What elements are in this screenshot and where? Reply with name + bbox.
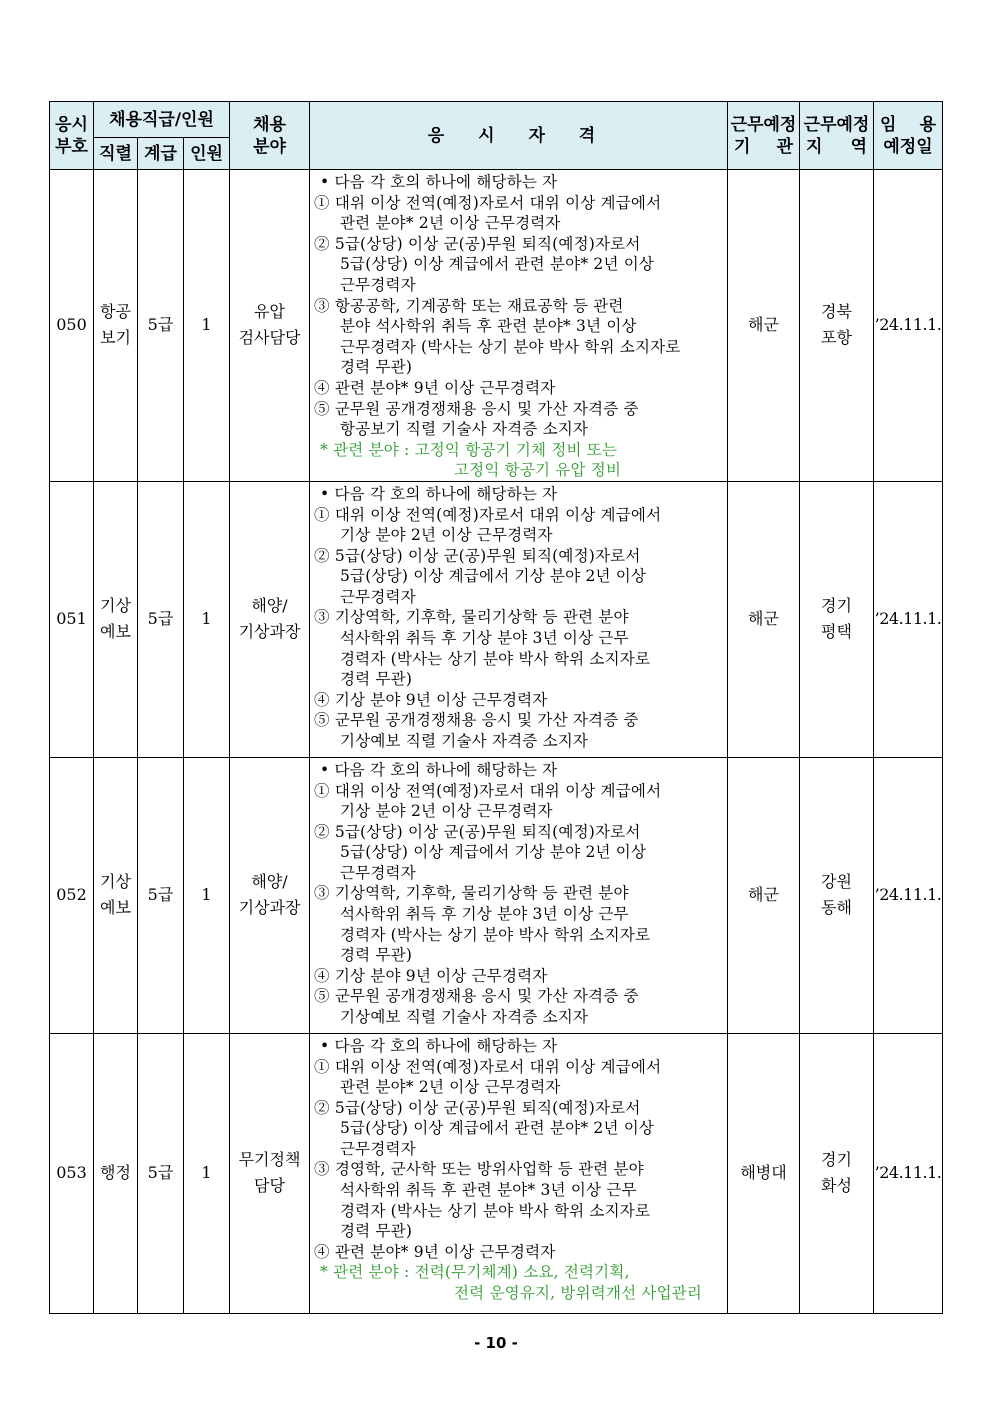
cell-agency: 해병대 bbox=[728, 1033, 800, 1313]
cell-qualification bbox=[310, 1033, 728, 1313]
cell-count: 1 bbox=[184, 170, 230, 482]
cell-agency: 해군 bbox=[728, 481, 800, 757]
qualification-line: ③ 기상역학, 기후학, 물리기상학 등 관련 분야 bbox=[314, 884, 629, 903]
qualification-line: 관련 분야* 2년 이상 근무경력자 bbox=[340, 1078, 561, 1097]
qualification-line: ① 대위 이상 전역(예정)자로서 대위 이상 계급에서 bbox=[314, 1057, 662, 1076]
qualification-line: ③ 경영학, 군사학 또는 방위사업학 등 관련 분야 bbox=[314, 1160, 644, 1179]
cell-job: 기상 예보 bbox=[94, 757, 138, 1033]
header-count: 인원 bbox=[184, 138, 230, 170]
header-grade: 계급 bbox=[138, 138, 184, 170]
table-body bbox=[50, 170, 943, 1314]
header-region: 근무예정 지 역 bbox=[800, 102, 874, 170]
table-row bbox=[50, 481, 943, 757]
cell-agency: 해군 bbox=[728, 170, 800, 482]
qualification-line: 기상 분야 2년 이상 근무경력자 bbox=[340, 802, 553, 821]
table-row bbox=[50, 170, 943, 482]
cell-date: ’24.11.1. bbox=[874, 1033, 943, 1313]
cell-date: ’24.11.1. bbox=[874, 757, 943, 1033]
qualification-line: 고정익 항공기 유압 정비 bbox=[454, 461, 622, 480]
header-qualification: 응 시 자 격 bbox=[310, 102, 728, 170]
qualification-line: 관련 분야* 2년 이상 근무경력자 bbox=[340, 214, 561, 233]
qualification-line: ④ 관련 분야* 9년 이상 근무경력자 bbox=[314, 1242, 556, 1261]
qualification-line: ① 대위 이상 전역(예정)자로서 대위 이상 계급에서 bbox=[314, 781, 662, 800]
cell-no: 052 bbox=[50, 757, 94, 1033]
cell-field: 해양/ 기상과장 bbox=[230, 757, 310, 1033]
cell-region: 경기 평택 bbox=[800, 481, 874, 757]
cell-region: 강원 동해 bbox=[800, 757, 874, 1033]
qualification-line: 기상예보 직렬 기술사 자격증 소지자 bbox=[340, 1008, 589, 1027]
qualification-line: * 관련 분야 : 전력(무기체계) 소요, 전력기획, bbox=[320, 1263, 630, 1282]
cell-field: 무기정책 담당 bbox=[230, 1033, 310, 1313]
header-job: 직렬 bbox=[94, 138, 138, 170]
cell-count: 1 bbox=[184, 757, 230, 1033]
cell-grade: 5급 bbox=[138, 170, 184, 482]
cell-no: 053 bbox=[50, 1033, 94, 1313]
cell-field: 해양/ 기상과장 bbox=[230, 481, 310, 757]
qualification-line: 경력 무관) bbox=[340, 946, 413, 965]
cell-grade: 5급 bbox=[138, 481, 184, 757]
qualification-line: ⑤ 군무원 공개경쟁채용 응시 및 가산 자격증 중 bbox=[314, 987, 639, 1006]
qualification-line: 근무경력자 (박사는 상기 분야 박사 학위 소지자로 bbox=[340, 337, 681, 356]
table-row bbox=[50, 757, 943, 1033]
qualification-line: 기상예보 직렬 기술사 자격증 소지자 bbox=[340, 732, 589, 751]
qualification-line: ④ 기상 분야 9년 이상 근무경력자 bbox=[314, 690, 548, 709]
qualification-line: • 다음 각 호의 하나에 해당하는 자 bbox=[320, 484, 558, 503]
cell-job: 행정 bbox=[94, 1033, 138, 1313]
qualification-line: 근무경력자 bbox=[340, 587, 416, 606]
qualification-line: 전력 운영유지, 방위력개선 사업관리 bbox=[454, 1284, 703, 1303]
qualification-line: 5급(상당) 이상 계급에서 기상 분야 2년 이상 bbox=[340, 843, 647, 862]
qualification-line: 석사학위 취득 후 관련 분야* 3년 이상 근무 bbox=[340, 1181, 637, 1200]
qualification-line: 근무경력자 bbox=[340, 863, 416, 882]
qualification-line: • 다음 각 호의 하나에 해당하는 자 bbox=[320, 1036, 558, 1055]
cell-count: 1 bbox=[184, 1033, 230, 1313]
cell-qualification bbox=[310, 481, 728, 757]
cell-agency: 해군 bbox=[728, 757, 800, 1033]
qualification-line: 경력자 (박사는 상기 분야 박사 학위 소지자로 bbox=[340, 1201, 651, 1220]
qualification-line: * 관련 분야 : 고정익 항공기 기체 정비 또는 bbox=[320, 440, 618, 459]
qualification-line: ② 5급(상당) 이상 군(공)무원 퇴직(예정)자로서 bbox=[314, 234, 641, 253]
cell-region: 경기 화성 bbox=[800, 1033, 874, 1313]
cell-grade: 5급 bbox=[138, 1033, 184, 1313]
header-agency: 근무예정 기 관 bbox=[728, 102, 800, 170]
qualification-line: ③ 항공공학, 기계공학 또는 재료공학 등 관련 bbox=[314, 296, 624, 315]
qualification-line: 항공보기 직렬 기술사 자격증 소지자 bbox=[340, 420, 589, 439]
qualification-line: 경력자 (박사는 상기 분야 박사 학위 소지자로 bbox=[340, 649, 651, 668]
qualification-line: ③ 기상역학, 기후학, 물리기상학 등 관련 분야 bbox=[314, 608, 629, 627]
qualification-line: ④ 관련 분야* 9년 이상 근무경력자 bbox=[314, 378, 556, 397]
qualification-line: 5급(상당) 이상 계급에서 관련 분야* 2년 이상 bbox=[340, 255, 655, 274]
qualification-line: 5급(상당) 이상 계급에서 관련 분야* 2년 이상 bbox=[340, 1119, 655, 1138]
qualification-line: 근무경력자 bbox=[340, 275, 416, 294]
qualification-line: 기상 분야 2년 이상 근무경력자 bbox=[340, 526, 553, 545]
recruitment-table bbox=[49, 101, 943, 1314]
qualification-line: ② 5급(상당) 이상 군(공)무원 퇴직(예정)자로서 bbox=[314, 546, 641, 565]
cell-count: 1 bbox=[184, 481, 230, 757]
qualification-line: 경력 무관) bbox=[340, 358, 413, 377]
cell-job: 기상 예보 bbox=[94, 481, 138, 757]
table-row bbox=[50, 1033, 943, 1313]
page-number: - 10 - bbox=[474, 1334, 518, 1352]
cell-grade: 5급 bbox=[138, 757, 184, 1033]
qualification-line: ② 5급(상당) 이상 군(공)무원 퇴직(예정)자로서 bbox=[314, 822, 641, 841]
qualification-line: 경력 무관) bbox=[340, 1222, 413, 1241]
header-field: 채용 분야 bbox=[230, 102, 310, 170]
cell-date: ’24.11.1. bbox=[874, 481, 943, 757]
header-date: 임 용 예정일 bbox=[874, 102, 943, 170]
qualification-line: • 다음 각 호의 하나에 해당하는 자 bbox=[320, 173, 558, 191]
qualification-line: 경력자 (박사는 상기 분야 박사 학위 소지자로 bbox=[340, 925, 651, 944]
qualification-line: ① 대위 이상 전역(예정)자로서 대위 이상 계급에서 bbox=[314, 193, 662, 212]
cell-no: 050 bbox=[50, 170, 94, 482]
qualification-line: 근무경력자 bbox=[340, 1139, 416, 1158]
qualification-line: 경력 무관) bbox=[340, 670, 413, 689]
qualification-line: 5급(상당) 이상 계급에서 기상 분야 2년 이상 bbox=[340, 567, 647, 586]
qualification-line: ⑤ 군무원 공개경쟁채용 응시 및 가산 자격증 중 bbox=[314, 399, 639, 418]
header-grade-group: 채용직급/인원 bbox=[94, 102, 230, 138]
header-no: 응시 부호 bbox=[50, 102, 94, 170]
cell-field: 유압 검사담당 bbox=[230, 170, 310, 482]
cell-qualification bbox=[310, 757, 728, 1033]
qualification-line: 분야 석사학위 취득 후 관련 분야* 3년 이상 bbox=[340, 317, 637, 336]
qualification-line: 석사학위 취득 후 기상 분야 3년 이상 근무 bbox=[340, 629, 629, 648]
cell-no: 051 bbox=[50, 481, 94, 757]
cell-qualification bbox=[310, 170, 728, 482]
qualification-line: ② 5급(상당) 이상 군(공)무원 퇴직(예정)자로서 bbox=[314, 1098, 641, 1117]
qualification-line: 석사학위 취득 후 기상 분야 3년 이상 근무 bbox=[340, 905, 629, 924]
cell-job: 항공 보기 bbox=[94, 170, 138, 482]
cell-region: 경북 포항 bbox=[800, 170, 874, 482]
qualification-line: ① 대위 이상 전역(예정)자로서 대위 이상 계급에서 bbox=[314, 505, 662, 524]
qualification-line: ⑤ 군무원 공개경쟁채용 응시 및 가산 자격증 중 bbox=[314, 711, 639, 730]
qualification-line: ④ 기상 분야 9년 이상 근무경력자 bbox=[314, 966, 548, 985]
qualification-line: • 다음 각 호의 하나에 해당하는 자 bbox=[320, 760, 558, 779]
cell-date: ’24.11.1. bbox=[874, 170, 943, 482]
